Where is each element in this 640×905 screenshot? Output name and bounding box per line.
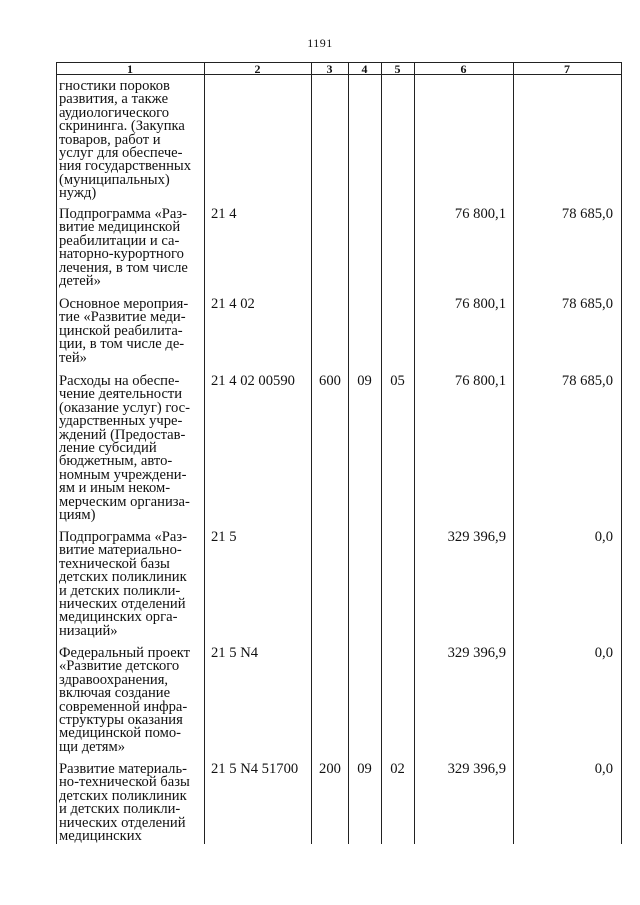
column-divider [311, 62, 312, 844]
row-name-cell: гностики пороков развития, а также аудиологического скрининга. (Закупка товаров, работ и услуг для обеспече- ния государственных (муниципальных) нужд) [59, 78, 191, 202]
row-amount-cell: 0,0 [594, 645, 613, 661]
row-name-cell: Основное мероприя- тие «Развитие меди- цинской реабилита- ции, в том числе де- тей» [59, 296, 189, 366]
row-code-cell: 600 [319, 373, 341, 389]
row-code-cell: 21 5 [211, 529, 237, 545]
row-amount-cell: 78 685,0 [561, 373, 613, 389]
row-code-cell: 21 4 02 00590 [211, 373, 295, 389]
column-divider [621, 62, 622, 844]
column-header: 1 [127, 62, 133, 76]
row-code-cell: 200 [319, 761, 341, 777]
row-amount-cell: 329 396,9 [447, 645, 506, 661]
row-amount-cell: 329 396,9 [447, 761, 506, 777]
column-divider [348, 62, 349, 844]
column-divider [204, 62, 205, 844]
row-code-cell: 21 5 N4 51700 [211, 761, 299, 777]
row-amount-cell: 0,0 [594, 529, 613, 545]
column-divider [381, 62, 382, 844]
row-code-cell: 09 [357, 761, 372, 777]
row-amount-cell: 76 800,1 [454, 206, 506, 222]
column-header: 5 [394, 62, 401, 76]
column-divider [513, 62, 514, 844]
page-number: 1191 [307, 36, 333, 50]
row-name-cell: Федеральный проект «Развитие детского здравоохранения, включая создание современной инфра- структуры оказания медицинской помо- щи детям» [59, 645, 190, 755]
column-divider [56, 62, 57, 844]
row-name-cell: Расходы на обеспе- чение деятельности (оказание услуг) гос- ударственных учре- ждений (Предостав- ление субсидий бюджетным, авто- номным учреждени- ям и иным неком- мерческим организа- циям) [59, 373, 190, 524]
row-name-cell: Развитие материаль- но-технической базы детских поликлиник и детских поликли- нических отделений медицинских [59, 761, 190, 845]
row-code-cell: 21 4 02 [211, 296, 255, 312]
column-header: 7 [564, 62, 570, 76]
row-code-cell: 02 [390, 761, 405, 777]
row-code-cell: 21 5 N4 [211, 645, 259, 661]
row-amount-cell: 76 800,1 [454, 296, 506, 312]
row-code-cell: 05 [390, 373, 405, 389]
row-amount-cell: 78 685,0 [561, 206, 613, 222]
row-amount-cell: 329 396,9 [447, 529, 506, 545]
column-divider [414, 62, 415, 844]
row-name-cell: Подпрограмма «Раз- витие медицинской реабилитации и са- наторно-курортного лечения, в том числе детей» [59, 206, 188, 290]
column-header: 6 [460, 62, 467, 76]
budget-table [56, 62, 621, 844]
row-code-cell: 09 [357, 373, 372, 389]
column-header: 2 [254, 62, 261, 76]
row-amount-cell: 0,0 [594, 761, 613, 777]
row-amount-cell: 78 685,0 [561, 296, 613, 312]
row-code-cell: 21 4 [211, 206, 237, 222]
column-header: 3 [326, 62, 333, 76]
row-name-cell: Подпрограмма «Раз- витие материально- технической базы детских поликлиник и детских поликли- нических отделений медицинских орга- низаций» [59, 529, 188, 639]
row-amount-cell: 76 800,1 [454, 373, 506, 389]
column-header: 4 [361, 62, 368, 76]
